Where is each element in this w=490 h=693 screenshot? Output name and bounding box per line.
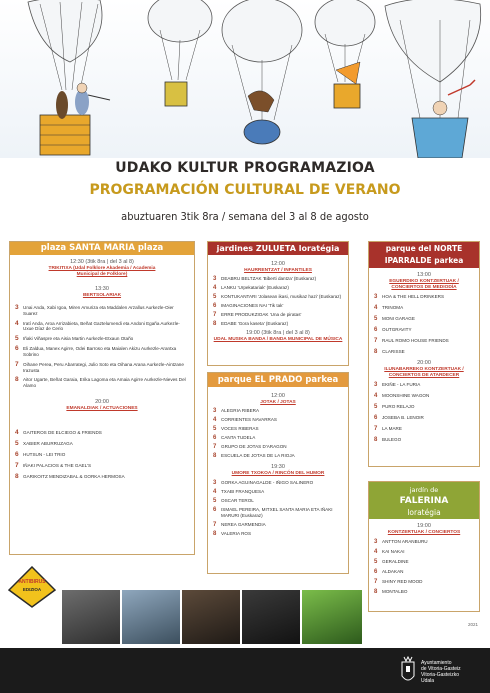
list-item: 8 GARIKOITZ MENDIZABAL & GORKA HERMOSA — [15, 472, 125, 480]
list-item: 4 CORRIENTES NAVARRAS — [213, 417, 277, 423]
list-item: 6 Eli Zaldua, Manex Agirre, Odei Barroso eta Maialen Akizu Aurkezle-Arantxa Sobrino — [15, 345, 177, 357]
list-item: 6 IMAGINACIONES NAI 'Tik tak' — [213, 303, 284, 309]
time-label: 12:30 (3tik 8ra | del 3 al 8) — [70, 259, 134, 265]
section-title: HAURRENTZAT / INFANTILES — [244, 268, 312, 273]
ayto-line2: de Vitoria-Gasteiz — [421, 666, 461, 672]
falerina-box — [368, 481, 480, 612]
page-title — [0, 160, 490, 176]
list-item: 8 VALERIA ROS — [213, 530, 252, 537]
time-label: 20:00 — [417, 360, 431, 366]
list-item: 6 ISMAEL PEREIRA, MITXEL SANTA MARIA ETA IÑAKI MARURI (Euskaraz) — [213, 507, 333, 518]
antibirus-line2: EDIZIOA — [22, 587, 42, 592]
time-label: 20:00 — [95, 398, 109, 405]
list-item: 7 Oihane Perea, Peru Abarrategi, Julio Soto eta Oihana Arana Aurkezle-Aintzane Irazusta — [15, 360, 184, 373]
list-item: 3 DEABRU BELTZAK 'Biberti dantza' (Euskaraz) — [213, 276, 317, 282]
section-title: JOTAK / JOTAS — [260, 400, 296, 405]
norte-box — [368, 241, 480, 467]
list-item: 5 GERALDINE — [374, 559, 409, 565]
list-item: 8 MONTALBO — [374, 589, 408, 595]
list-item: 7 IÑAKI PALACIOS & THE GAEL'S — [15, 461, 92, 469]
time-label: 12:00 — [271, 393, 285, 399]
list-item: 3 ALEGRIA RIBERA — [213, 408, 260, 414]
list-item: 5 VOCES RIBERAS — [213, 426, 259, 432]
time-label: 13:30 — [95, 286, 109, 292]
section-title: EMANALDIAK / ACTUACIONES — [66, 405, 138, 411]
falerina-heading-line3: loratégia — [407, 508, 441, 517]
zulueta-heading: jardines ZULUETA loratégia — [208, 242, 348, 255]
prado-heading: parque EL PRADO parkea — [208, 373, 348, 387]
title-part-b: KULTUR — [177, 160, 239, 176]
zulueta-box — [207, 241, 349, 366]
title-part-c: PROGRAMAZIOA — [238, 160, 375, 176]
list-item: 4 MOONSHINE WAGON — [374, 393, 430, 399]
list-item: 3 HOA & THE HELL DRINKERS — [374, 294, 445, 300]
date-range: abuztuaren 3tik 8ra / semana del 3 al 8 de agosto — [121, 210, 369, 223]
antibirus-line1: ANTIBIRUS — [18, 579, 46, 585]
ayto-line1: Ayuntamiento — [421, 660, 452, 666]
list-item: 7 SHINY RED MOOD — [374, 579, 423, 585]
list-item: 8 CLARISSE — [374, 349, 405, 355]
norte-heading-line1: parque del NORTE — [385, 244, 463, 253]
list-item: 4 KAI NAKAI — [374, 549, 405, 555]
list-item: 5 KONTUKANTARI 'Jolasean ikasi, musikaz hazi' (Euskaraz) — [213, 294, 342, 300]
section-title: KONTZERTUAK / CONCIERTOS — [387, 530, 461, 535]
page-subtitle: PROGRAMACIÓN CULTURAL DE VERANO — [89, 182, 401, 198]
time-label: 13:00 — [417, 272, 431, 278]
list-item: 6 HUTSUN - LEI TRIO — [15, 450, 66, 458]
title-part-a: UDAKO — [115, 160, 178, 176]
norte-heading — [369, 242, 479, 268]
list-item: 3 Unai Anda, Xabi Igoa, Miren Amuriza eta Maddalen Arzallus Aurkezle-Oier Suarez — [15, 304, 174, 316]
list-item: 4 LANKU 'Urpekatariak' (Euskaraz) — [213, 285, 289, 291]
photo-concert — [302, 590, 362, 644]
norte-heading-line2: IPARRALDE parkea — [384, 256, 464, 265]
photo-band — [62, 590, 120, 644]
section-title: UDAL MUSIKA BANDA / BANDA MUNICIPAL DE MÚSICA — [213, 337, 343, 342]
list-item: 7 GRUPO DE JOTAS D'ARAGON — [213, 444, 287, 450]
list-item: 8 BULEGO — [374, 437, 402, 443]
antibirus-badge — [8, 566, 56, 608]
photo-dancers — [182, 590, 240, 644]
list-item: 5 Iñaki Viñaspre eta Aisia Martin Aurkezle-Etxaun Otaño — [15, 335, 134, 343]
list-item: 4 TRINOMA — [374, 305, 404, 311]
list-item: 7 LA MARE — [374, 426, 402, 432]
time-label: 12:00 — [271, 261, 285, 267]
ayto-line4: Udala — [421, 678, 435, 684]
photo-group — [242, 590, 300, 644]
photo-performer — [122, 590, 180, 644]
list-item: 6 JOSEBA B. LENOIR — [374, 415, 424, 421]
time-label: 19:00 — [417, 523, 431, 529]
list-item: 5 MONI GARAGE — [374, 316, 415, 322]
falerina-heading-line2: FALERINA — [399, 496, 449, 506]
section-title: EGUERDIKO KONTZERTUAK / CONCIERTOS DE MEDIODÍA — [389, 279, 459, 290]
section-title: ILUNABARREKO KONTZERTUAK / CONCIERTOS DE ATARDECER — [384, 367, 464, 378]
list-item: 7 RAUL ROMO HOUSE FRIENDS — [374, 338, 449, 344]
santa-maria-heading: plaza SANTA MARIA plaza — [10, 242, 194, 255]
prado-box — [207, 372, 349, 574]
list-item: 3 ANTTON ARANBURU — [374, 539, 428, 545]
list-item: 3 EKIÑE - LA FURIA — [374, 382, 421, 388]
footer-bar — [0, 648, 490, 693]
coat-of-arms-icon — [400, 656, 416, 684]
list-item: 5 OSCAR TEROL — [213, 498, 254, 504]
list-item: 4 Iratí Anda, Aroa Arrizabieta, Beñat Gaztelumendi eta Andoni Egaña Aurkezle-Uxue Díaz de Cerio — [15, 319, 180, 332]
section-title: BERTSOLARIAK — [82, 293, 122, 298]
time-label: 19:00 (3tik 8ra | del 3 al 8) — [246, 330, 310, 336]
santa-maria-box — [9, 241, 195, 555]
time-label: 19:30 — [271, 464, 285, 470]
list-item: 8 EDABE 'Gora kaseta' (Euskaraz) — [213, 321, 289, 327]
list-item: 7 NEREA GARMENDIA — [213, 521, 266, 528]
list-item: 4 TXABI FRANQUESA — [213, 489, 265, 495]
photo-strip — [62, 590, 362, 644]
list-item: 6 OUTGRAVITY — [374, 327, 412, 333]
falerina-heading-line1: jardín de — [409, 486, 439, 494]
list-item: 4 GAITEROS DE ELCIEGO & FRIENDS — [15, 428, 102, 436]
balloon-illustration — [0, 0, 490, 158]
year-label: 2021 — [468, 622, 479, 627]
list-item: 8 ESCUELA DE JOTAS DE LA RIOJA — [213, 453, 295, 459]
list-item: 8 Aitor Ugarte, Beñat Garaia, Erika Lagoma eta Amaia Agirre Aurkezle-Nieves Del Alamo — [15, 376, 186, 389]
list-item: 6 CANTA TUDELA — [213, 435, 256, 441]
list-item: 6 ALDAKAN — [374, 569, 404, 575]
section-title: UMORE TXOKOA / RINCÓN DEL HUMOR — [231, 471, 325, 476]
list-item: 5 PURO RELAJO — [374, 404, 415, 410]
ayuntamiento-text — [421, 660, 461, 684]
list-item: 5 XABIER ABURRUZAGA — [15, 439, 73, 447]
ayto-line3: Vitoria-Gasteizko — [421, 672, 459, 678]
list-item: 7 ERRE PRODUKZIOAK 'Una de piratas' — [213, 312, 302, 318]
section-title: TRIKITIXA (Udal Folklore Akademia / Academia Municipal de Folklore) — [48, 266, 156, 277]
list-item: 3 GORKA AGUINAGALDE - IÑIGO SALINERO — [213, 480, 314, 486]
falerina-heading — [369, 482, 479, 519]
